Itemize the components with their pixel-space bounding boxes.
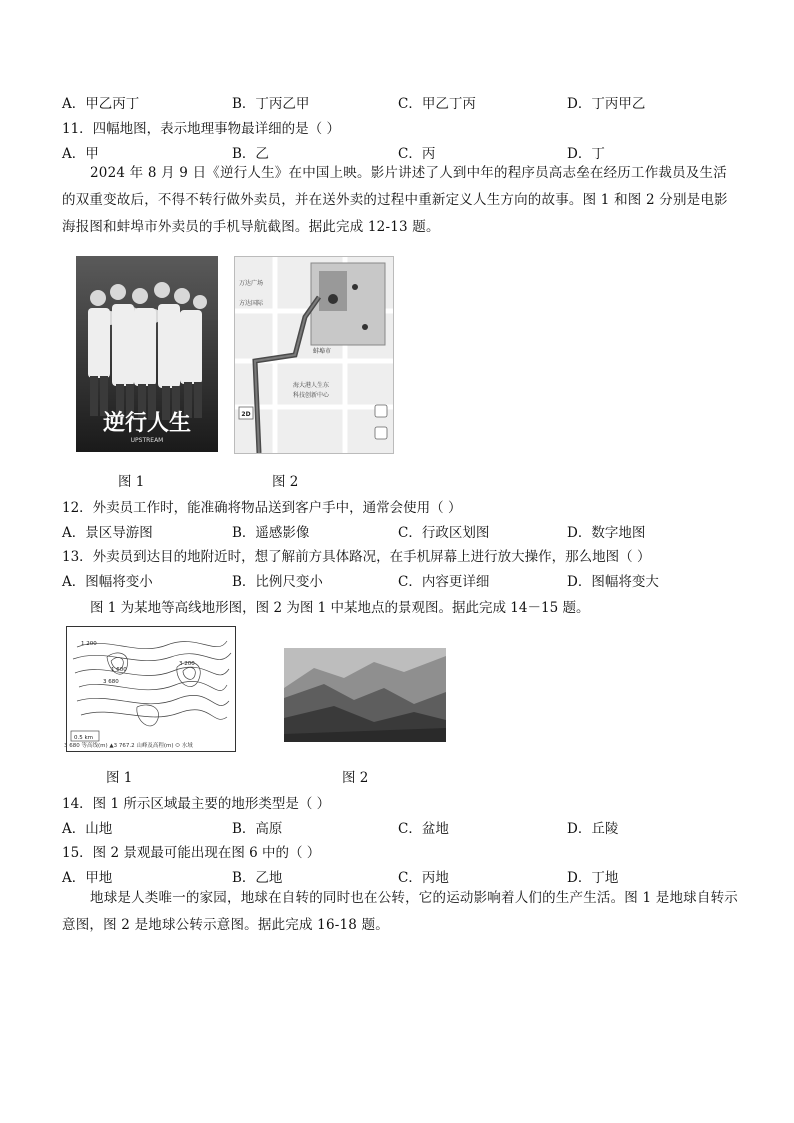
q11-option-d[interactable]: D．丁 bbox=[567, 146, 605, 162]
q14-option-d[interactable]: D．丘陵 bbox=[567, 821, 619, 837]
q15-stem: 15．图 2 景观最可能出现在图 6 中的（ ） bbox=[62, 845, 321, 861]
q14-option-c[interactable]: C．盆地 bbox=[398, 821, 449, 837]
q10-option-d[interactable]: D．丁丙甲乙 bbox=[567, 96, 646, 112]
q11-option-b[interactable]: B．乙 bbox=[232, 146, 269, 162]
navigation-map-image bbox=[235, 257, 393, 453]
q13-stem: 13．外卖员到达目的地附近时，想了解前方具体路况，在手机屏幕上进行放大操作，那么地图（ ） bbox=[62, 549, 651, 565]
contour-label-1200: 1 200 bbox=[81, 641, 97, 647]
contour-label-1600: 1 600 bbox=[111, 667, 127, 673]
q12-option-a[interactable]: A．景区导游图 bbox=[62, 525, 153, 541]
movie-poster-image bbox=[76, 256, 218, 452]
q10-option-b[interactable]: B．丁丙乙甲 bbox=[232, 96, 310, 112]
contour-figure1-caption: 图 1 bbox=[106, 770, 133, 786]
map-scale-bar: 0.5 km bbox=[74, 735, 94, 741]
q15-options bbox=[62, 866, 762, 886]
passage-14-15: 图 1 为某地等高线地形图，图 2 为图 1 中某地点的景观图。据此完成 14－15 题。 bbox=[90, 600, 590, 616]
map-label-bengbu: 蚌埠市 bbox=[313, 348, 332, 355]
map-2d-button[interactable]: 2D bbox=[241, 411, 251, 418]
map-label-tech-center: 科技创新中心 bbox=[293, 392, 330, 399]
landscape-photo-figure bbox=[284, 648, 446, 742]
poster-subtitle: UPSTREAM bbox=[130, 437, 164, 444]
landscape-figure2-caption: 图 2 bbox=[342, 770, 369, 786]
map-label-wanda: 万达广场 bbox=[239, 280, 264, 287]
q15-option-c[interactable]: C．丙地 bbox=[398, 870, 449, 886]
q10-option-a[interactable]: A．甲乙丙丁 bbox=[62, 96, 140, 112]
q12-option-b[interactable]: B．遥感影像 bbox=[232, 525, 310, 541]
map-label-fangda: 方达国际 bbox=[239, 300, 264, 307]
q14-option-a[interactable]: A．山地 bbox=[62, 821, 113, 837]
movie-poster-figure bbox=[76, 256, 218, 452]
q13-options bbox=[62, 570, 762, 590]
q11-option-a[interactable]: A．甲 bbox=[62, 146, 99, 162]
q12-option-c[interactable]: C．行政区划图 bbox=[398, 525, 490, 541]
q15-option-a[interactable]: A．甲地 bbox=[62, 870, 113, 886]
figure1-caption: 图 1 bbox=[118, 474, 145, 490]
q14-options bbox=[62, 817, 762, 837]
contour-label-3680: 3 680 bbox=[103, 679, 119, 685]
passage-16-18: 地球是人类唯一的家园，地球在自转的同时也在公转，它的运动影响着人们的生产生活。图 1 是地球自转示意图，图 2 是地球公转示意图。据此完成 16-18 题。 bbox=[62, 890, 738, 933]
q13-option-c[interactable]: C．内容更详细 bbox=[398, 574, 490, 590]
q13-option-b[interactable]: B．比例尺变小 bbox=[232, 574, 323, 590]
figure2-caption: 图 2 bbox=[272, 474, 299, 490]
q15-option-d[interactable]: D．丁地 bbox=[567, 870, 619, 886]
q15-option-b[interactable]: B．乙地 bbox=[232, 870, 283, 886]
q14-stem: 14．图 1 所示区域最主要的地形类型是（ ） bbox=[62, 796, 331, 812]
q14-option-b[interactable]: B．高原 bbox=[232, 821, 283, 837]
q12-options bbox=[62, 521, 762, 541]
passage-12-13: 2024 年 8 月 9 日《逆行人生》在中国上映。影片讲述了人到中年的程序员高志垒在经历工作裁员及生活的双重变故后，不得不转行做外卖员，并在送外卖的过程中重新定义人生方向的故事。图 1 和图 2 分别是电影海报图和蚌埠市外卖员的手机导航截图。据此完成 12-13 题。 bbox=[62, 165, 728, 235]
contour-map-image bbox=[67, 627, 235, 751]
q12-option-d[interactable]: D．数字地图 bbox=[567, 525, 646, 541]
q11-options bbox=[62, 142, 762, 162]
q13-option-a[interactable]: A．图幅将变小 bbox=[62, 574, 153, 590]
q13-option-d[interactable]: D．图幅将变大 bbox=[567, 574, 659, 590]
q10-option-c[interactable]: C．甲乙丁丙 bbox=[398, 96, 476, 112]
q11-option-c[interactable]: C．丙 bbox=[398, 146, 436, 162]
landscape-photo-image bbox=[284, 648, 446, 742]
q10-options bbox=[62, 92, 762, 112]
contour-map-legend: 3 680 等高线(m) ▲3 767.2 山峰及高程(m) ⬭ 水域 bbox=[64, 743, 193, 749]
map-label-haida: 海大港人生东 bbox=[293, 382, 330, 389]
navigation-map-figure bbox=[234, 256, 394, 454]
q11-stem: 11．四幅地图，表示地理事物最详细的是（ ） bbox=[62, 121, 340, 137]
contour-map-figure bbox=[66, 626, 236, 752]
poster-title: 逆行人生 bbox=[102, 411, 192, 436]
q12-stem: 12．外卖员工作时，能准确将物品送到客户手中，通常会使用（ ） bbox=[62, 500, 462, 516]
contour-label-3200: 3 200 bbox=[179, 661, 195, 667]
